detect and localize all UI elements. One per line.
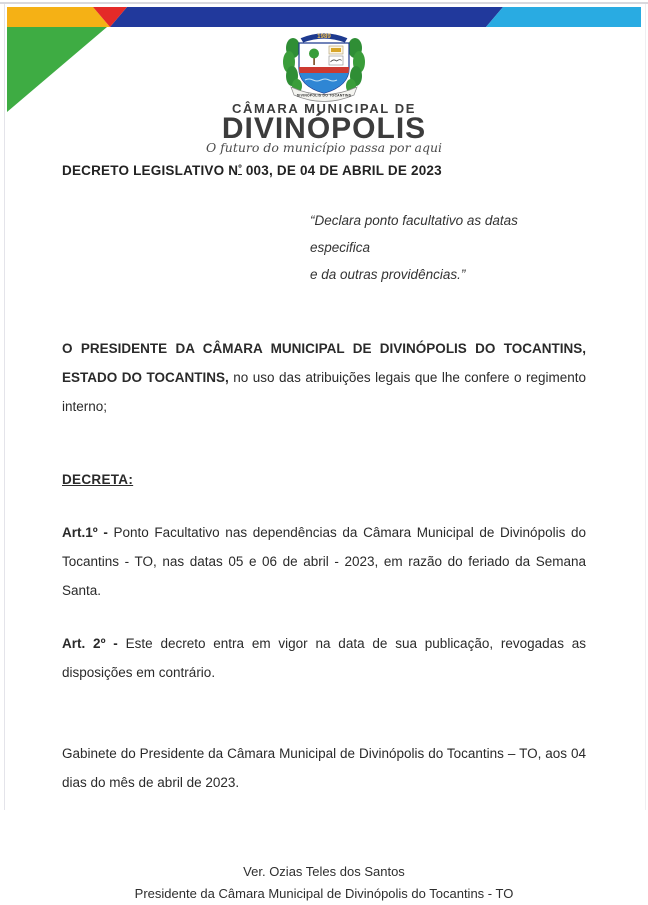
crest-ribbon-text: DIVINÓPOLIS DO TOCANTINS bbox=[296, 93, 352, 98]
article-2-text: Este decreto entra em vigor na data de sua publicação, revogadas as disposições em contrário. bbox=[62, 636, 587, 680]
crest-panel-gold-art bbox=[331, 48, 341, 52]
crest-year: 1989 bbox=[317, 33, 331, 41]
article-1-text: Ponto Facultativo nas dependências da Câmara Municipal de Divinópolis do Tocantins - TO, nas datas 05 e 06 de abril - 2023, em razão do feriado da Semana Santa. bbox=[62, 525, 586, 598]
org-line: CÂMARA MUNICIPAL DE bbox=[232, 101, 416, 116]
article-1 bbox=[62, 518, 586, 605]
org-name: DIVINÓPOLIS bbox=[221, 112, 427, 145]
epigraph-line-1: “Declara ponto facultativo as datas especifica bbox=[310, 213, 518, 255]
decreta-heading: DECRETA: bbox=[62, 472, 134, 487]
document-body bbox=[0, 161, 648, 905]
crest-red-band bbox=[299, 67, 349, 73]
preamble bbox=[62, 334, 586, 421]
epigraph bbox=[310, 207, 576, 288]
preamble-bold: O PRESIDENTE DA CÂMARA MUNICIPAL DE DIVINÓPOLIS DO TOCANTINS, ESTADO DO TOCANTINS, bbox=[62, 341, 586, 385]
coat-of-arms bbox=[271, 26, 377, 104]
decree-title-ordinal: º bbox=[238, 163, 242, 174]
article-2 bbox=[62, 629, 586, 687]
org-slogan: O futuro do município passa por aqui bbox=[205, 140, 443, 155]
closing-paragraph: Gabinete do Presidente da Câmara Municipal de Divinópolis do Tocantins – TO, aos 04 dias do mês de abril de 2023. bbox=[62, 746, 586, 790]
article-1-label: Art.1º - bbox=[62, 525, 108, 540]
decree-title bbox=[62, 161, 586, 181]
epigraph-line-2: e da outras providências.” bbox=[310, 267, 466, 282]
letterhead bbox=[0, 0, 648, 155]
preamble-rest: no uso das atribuições legais que lhe confere o regimento interno; bbox=[62, 370, 586, 414]
decree-title-post: 003, DE 04 DE ABRIL DE 2023 bbox=[241, 163, 442, 178]
signature-title: Presidente da Câmara Municipal de Divinópolis do Tocantins - TO bbox=[134, 886, 514, 901]
decree-title-pre: DECRETO LEGISLATIVO N bbox=[62, 163, 239, 178]
signature-name: Ver. Ozias Teles dos Santos bbox=[243, 864, 405, 879]
article-2-label: Art. 2º - bbox=[62, 636, 118, 651]
signature-block bbox=[62, 861, 586, 905]
color-bar-ribbon bbox=[7, 7, 641, 27]
